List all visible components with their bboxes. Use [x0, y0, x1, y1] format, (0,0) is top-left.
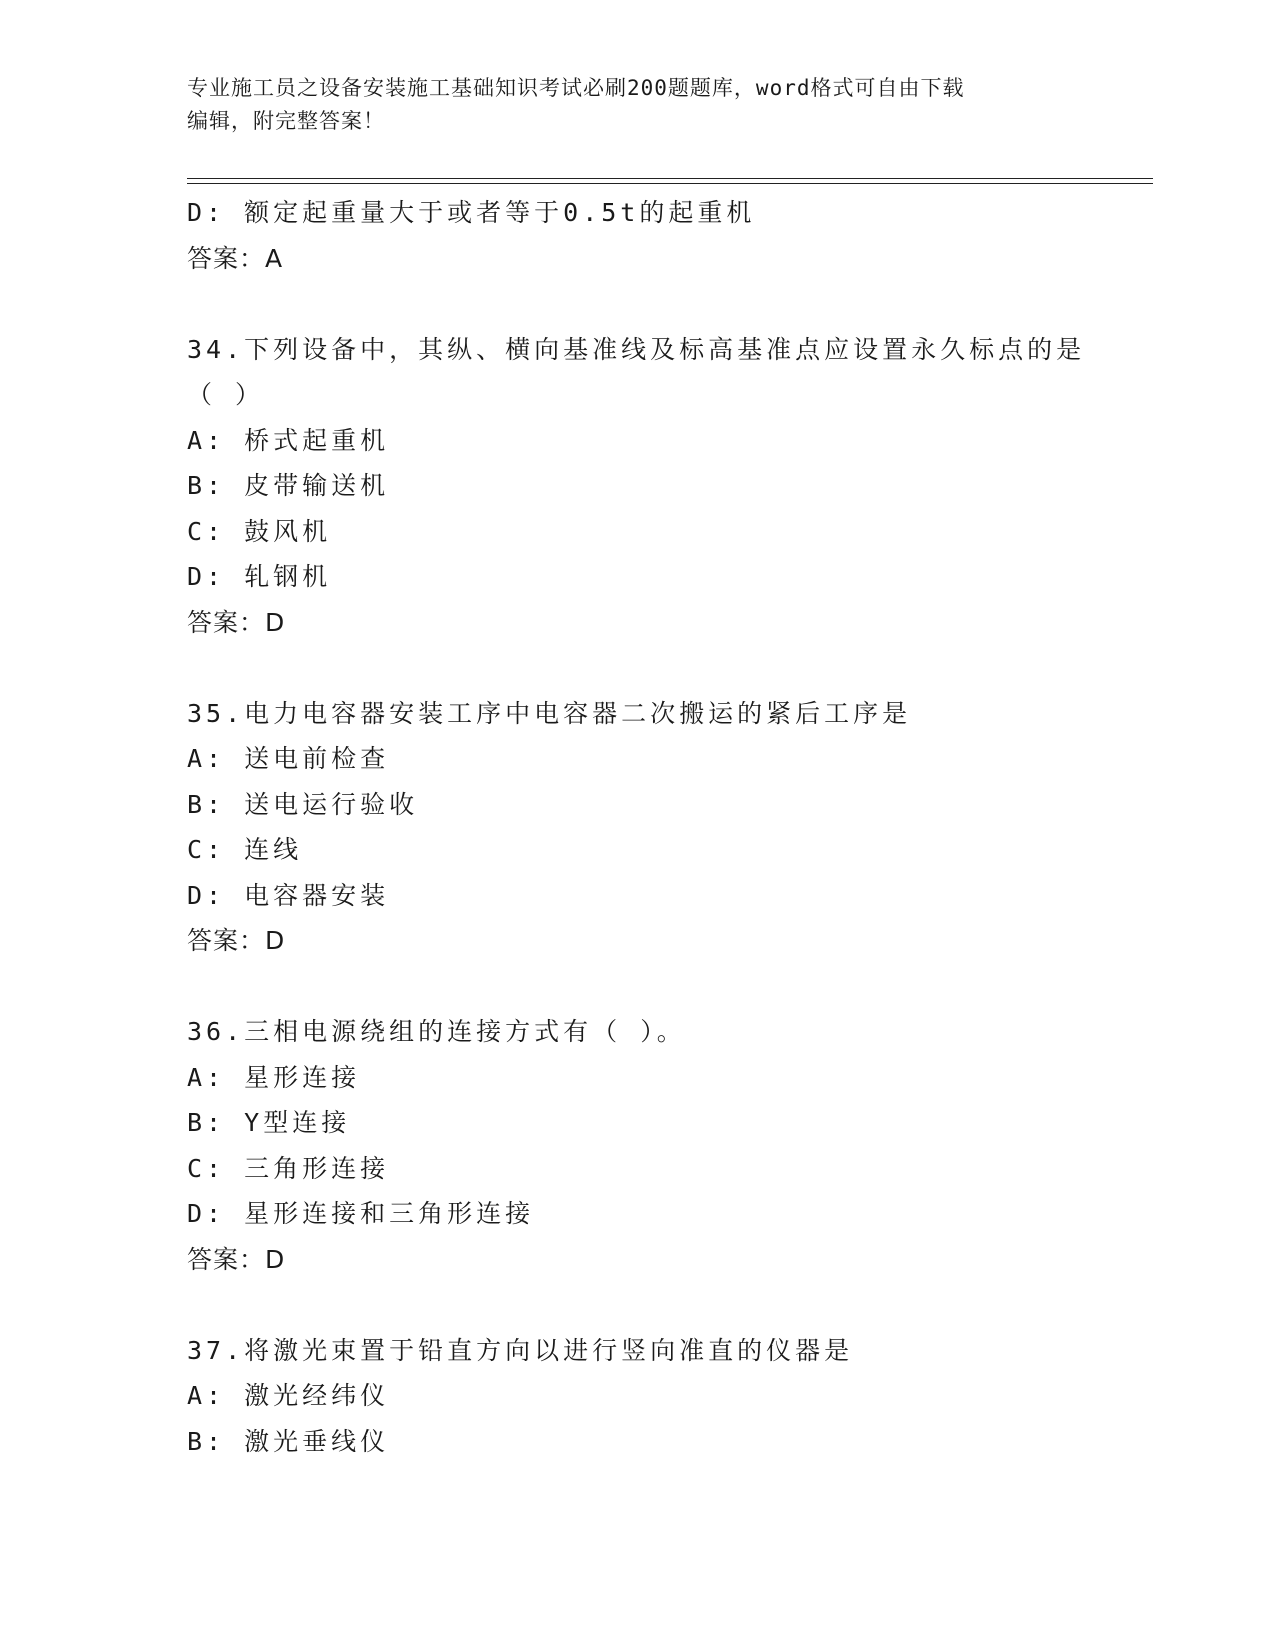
question-stem-continued: （ ） [187, 380, 265, 409]
question-stem: 35.电力电容器安装工序中电容器二次搬运的紧后工序是 [187, 698, 912, 728]
header-title-line1: 专业施工员之设备安装施工基础知识考试必刷200题题库，word格式可自由下载 [187, 76, 965, 100]
option-d: D: 额定起重量大于或者等于0.5t的起重机 [187, 198, 756, 227]
option-d: D: 电容器安装 [187, 880, 390, 910]
option-a: A: 激光经纬仪 [187, 1381, 390, 1410]
question-stem: 37.将激光束置于铅直方向以进行竖向准直的仪器是 [187, 1335, 854, 1365]
option-b: B: Y型连接 [187, 1108, 351, 1137]
option-b: B: 皮带输送机 [187, 471, 390, 500]
answer-line: 答案：D [187, 607, 286, 637]
option-c: C: 鼓风机 [187, 516, 332, 546]
spacer [187, 645, 1147, 691]
question-36 [187, 1009, 1147, 1282]
option-d: D: 星形连接和三角形连接 [187, 1199, 535, 1228]
option-d: D: 轧钢机 [187, 562, 332, 591]
question-list [187, 190, 1147, 1464]
header-title-line2: 编辑，附完整答案！ [187, 109, 385, 133]
option-c: C: 连线 [187, 835, 303, 864]
spacer [187, 281, 1147, 327]
page-header [187, 72, 1067, 138]
header-divider-bottom [187, 183, 1153, 184]
question-stem: 36.三相电源绕组的连接方式有（ ）。 [187, 1017, 686, 1046]
question-34 [187, 327, 1147, 646]
header-divider-top [187, 178, 1153, 179]
question-35 [187, 691, 1147, 964]
answer-line: 答案：D [187, 926, 286, 955]
option-a: A: 星形连接 [187, 1062, 361, 1092]
option-b: B: 送电运行验收 [187, 789, 419, 819]
answer-line: 答案：D [187, 1244, 286, 1274]
spacer [187, 964, 1147, 1010]
answer-line: 答案：A [187, 243, 284, 273]
option-b: B: 激光垂线仪 [187, 1426, 390, 1456]
spacer [187, 1282, 1147, 1328]
option-c: C: 三角形连接 [187, 1153, 390, 1183]
question-37 [187, 1328, 1147, 1465]
option-a: A: 送电前检查 [187, 744, 390, 773]
question-stem: 34.下列设备中，其纵、横向基准线及标高基准点应设置永久标点的是 [187, 334, 1086, 364]
option-a: A: 桥式起重机 [187, 425, 390, 455]
